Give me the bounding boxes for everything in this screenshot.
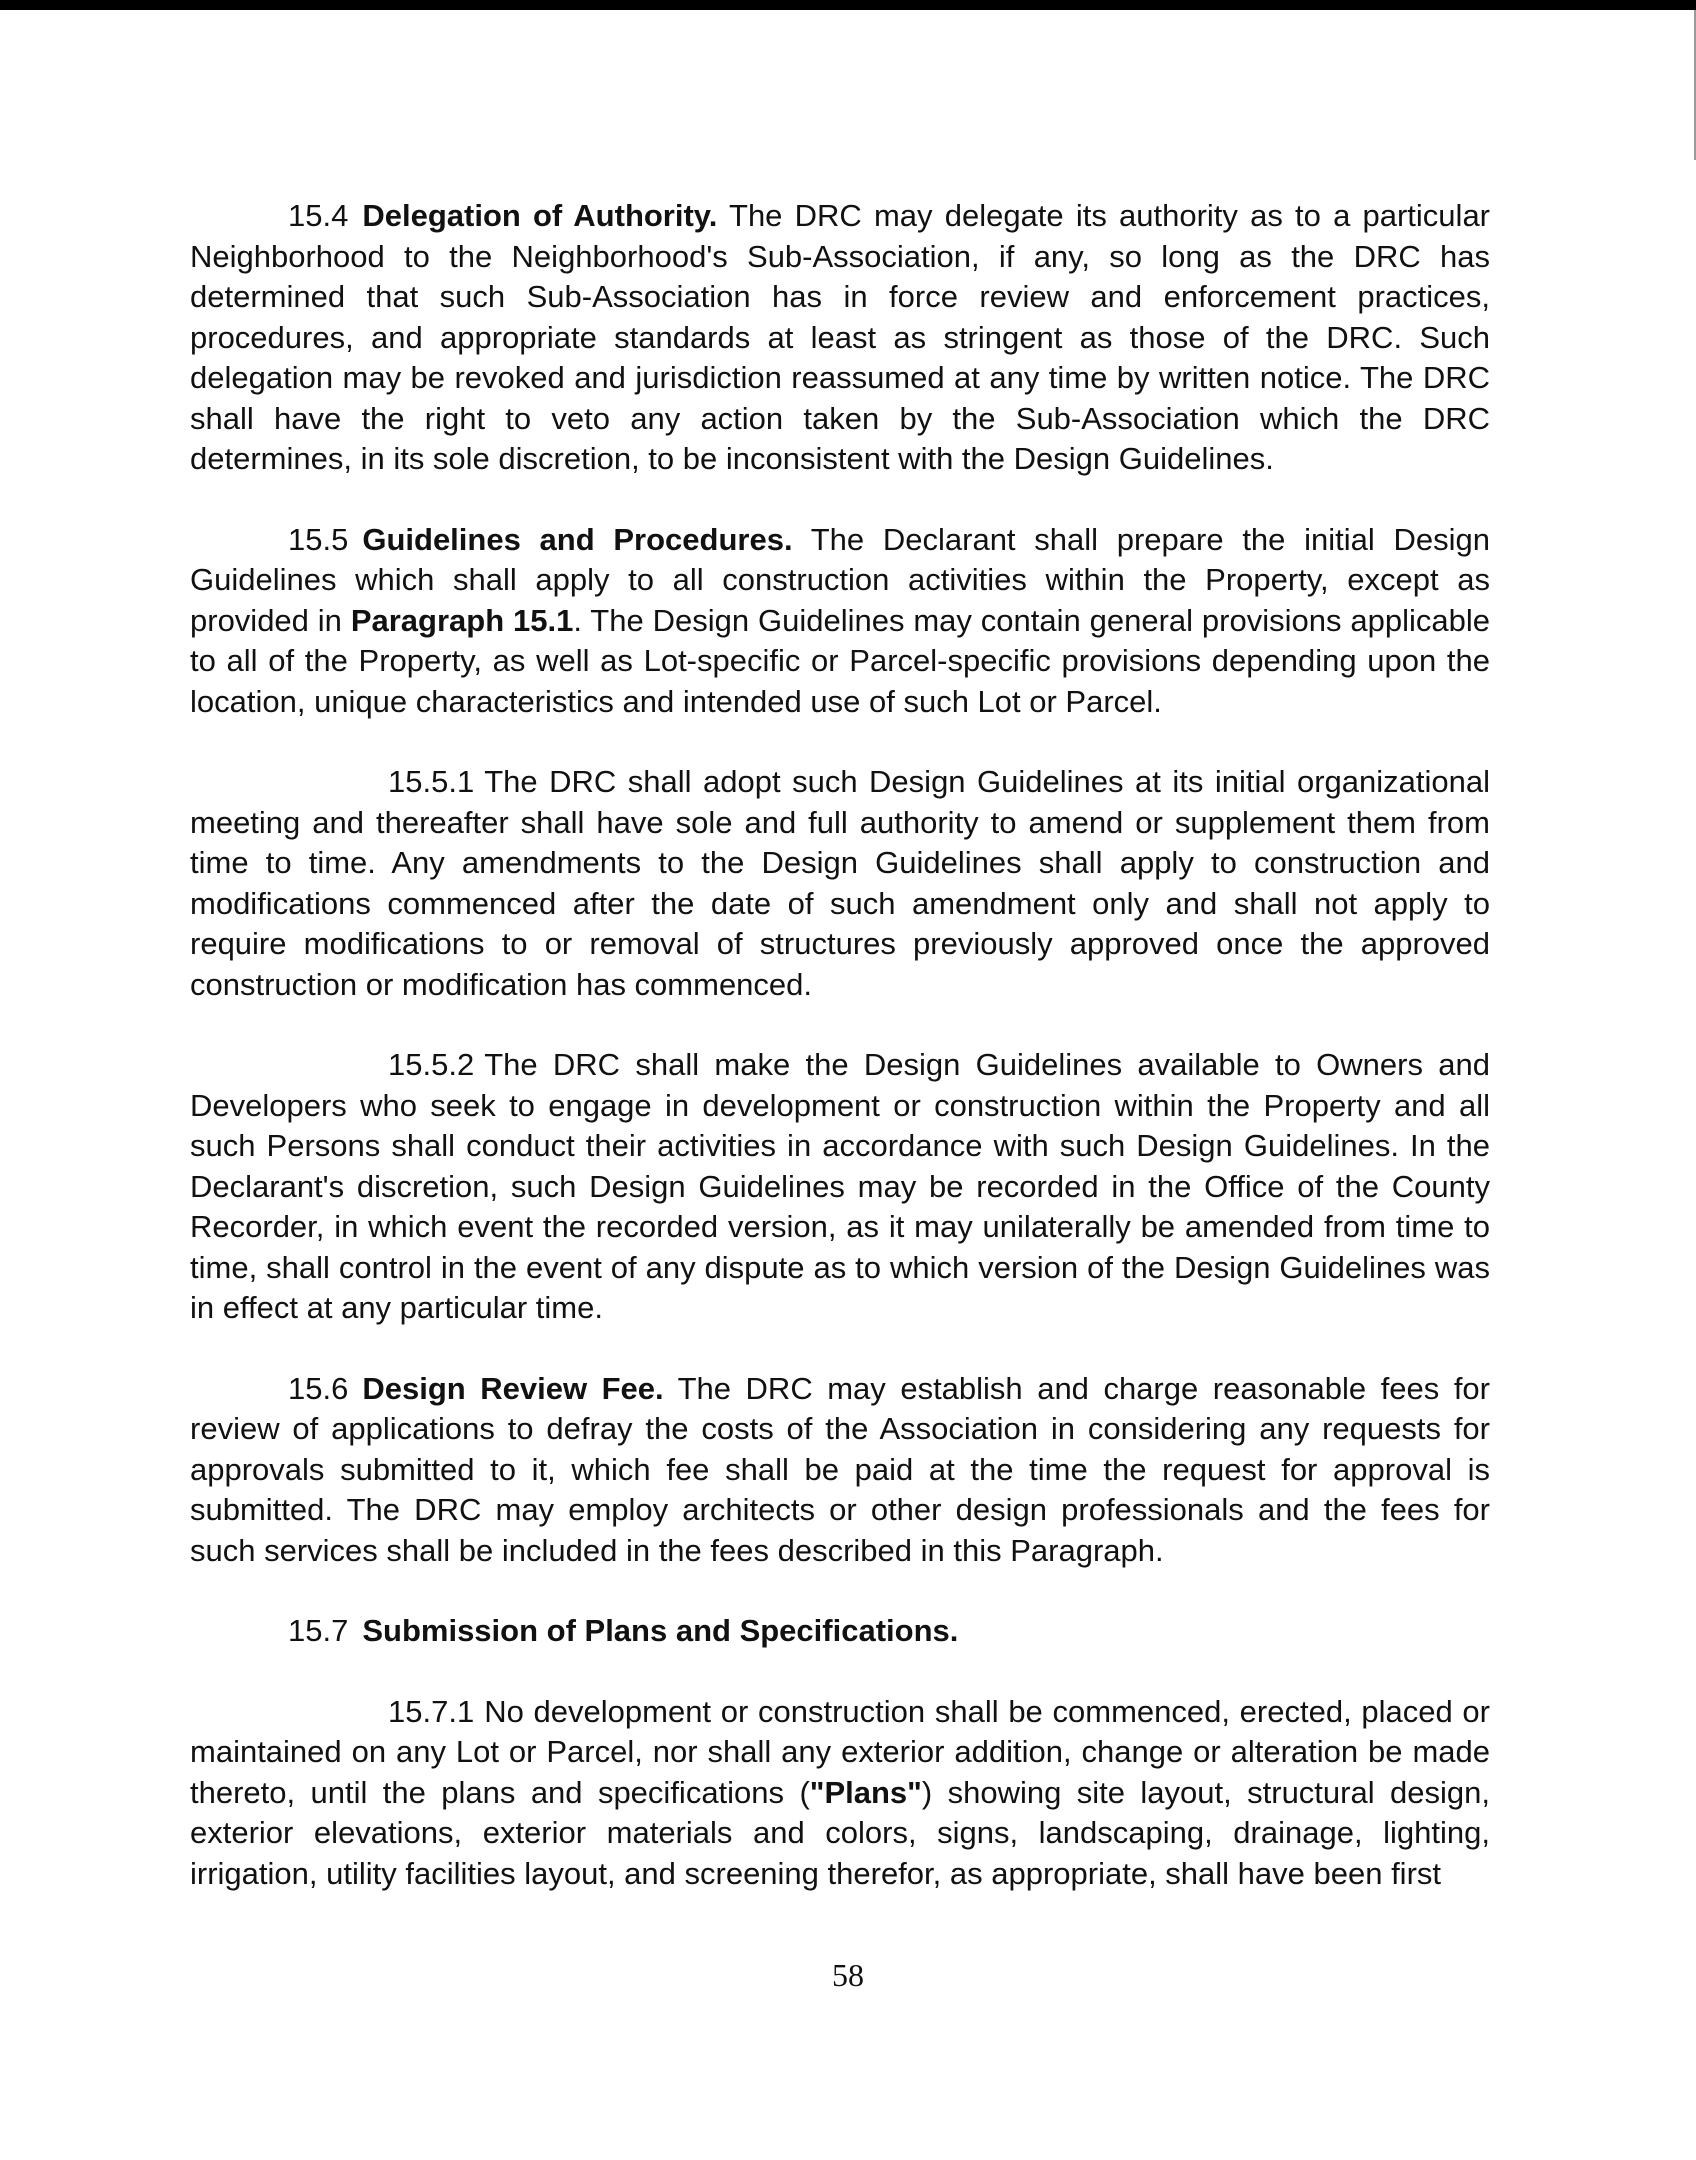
section-body: The Declarant shall prepare the initial Design Guidelines which shall apply to all construction activities within the Property, except as provided in [190,521,1490,638]
subsection-body-continued: ) showing site layout, structural design, exterior elevations, exterior materials and colors, signs, landscaping, drainage, lighting, irrigation, utility facilities layout, and screening therefor, as appropriate, shall have been first [190,1774,1490,1891]
section-body: The DRC may establish and charge reasonable fees for review of applications to defray the costs of the Association in considering any requests for approvals submitted to it, which fee shall be paid at the time the request for approval is submitted. The DRC may employ architects or other design professionals and the fees for such services shall be included in the fees described in this Paragraph. [190,1370,1490,1568]
section-number: 15.4 [288,198,349,233]
paragraph-reference: Paragraph 15.1 [350,602,574,638]
section-heading: Delegation of Authority. [362,198,718,233]
subsection-number: 15.7.1 [388,1693,475,1729]
section-number: 15.5 [288,521,349,557]
paragraph-15-5-1 [190,762,1490,1005]
subsection-number: 15.5.2 [388,1047,475,1082]
scan-top-border [0,0,1696,10]
section-number: 15.6 [288,1370,349,1406]
paragraph-15-4 [190,196,1490,480]
page-number: 58 [832,1957,864,1993]
document-page [190,196,1490,1934]
defined-term: "Plans" [809,1774,922,1810]
section-body-continued: . The Design Guidelines may contain general provisions applicable to all of the Property, as well as Lot-specific or Parcel-specific provisions depending upon the location, unique characteristics and intended use of such Lot or Parcel. [190,602,1490,719]
subsection-body: No development or construction shall be commenced, erected, placed or maintained on any Lot or Parcel, nor shall any exterior addition, change or alteration be made thereto, until the plans and specifications ( [190,1693,1490,1810]
paragraph-15-5-2 [190,1045,1490,1329]
section-number: 15.7 [288,1613,349,1648]
paragraph-15-7 [190,1611,1490,1652]
paragraph-15-6 [190,1369,1490,1572]
subsection-number: 15.5.1 [388,764,475,799]
paragraph-15-5 [190,520,1490,723]
section-body: The DRC may delegate its authority as to a particular Neighborhood to the Neighborhood's Sub-Association, if any, so long as the DRC has determined that such Sub-Association has in force review and enforcement practices, procedures, and appropriate standards at least as stringent as those of the DRC. Such delegation may be revoked and jurisdiction reassumed at any time by written notice. The DRC shall have the right to veto any action taken by the Sub-Association which the DRC determines, in its sole discretion, to be inconsistent with the Design Guidelines. [190,198,1491,476]
section-heading: Design Review Fee. [362,1370,664,1406]
subsection-body: The DRC shall adopt such Design Guidelines at its initial organizational meeting and thereafter shall have sole and full authority to amend or supplement them from time to time. Any amendments to the Design Guidelines shall apply to construction and modifications commenced after the date of such amendment only and shall not apply to require modifications to or removal of structures previously approved once the approved construction or modification has commenced. [190,764,1490,1002]
section-heading: Guidelines and Procedures. [362,521,793,557]
subsection-body: The DRC shall make the Design Guidelines available to Owners and Developers who seek to engage in development or construction within the Property and all such Persons shall conduct their activities in accordance with such Design Guidelines. In the Declarant's discretion, such Design Guidelines may be recorded in the Office of the County Recorder, in which event the recorded version, as it may unilaterally be amended from time to time, shall control in the event of any dispute as to which version of the Design Guidelines was in effect at any particular time. [190,1047,1490,1325]
paragraph-15-7-1 [190,1692,1490,1895]
section-heading: Submission of Plans and Specifications. [362,1613,959,1648]
